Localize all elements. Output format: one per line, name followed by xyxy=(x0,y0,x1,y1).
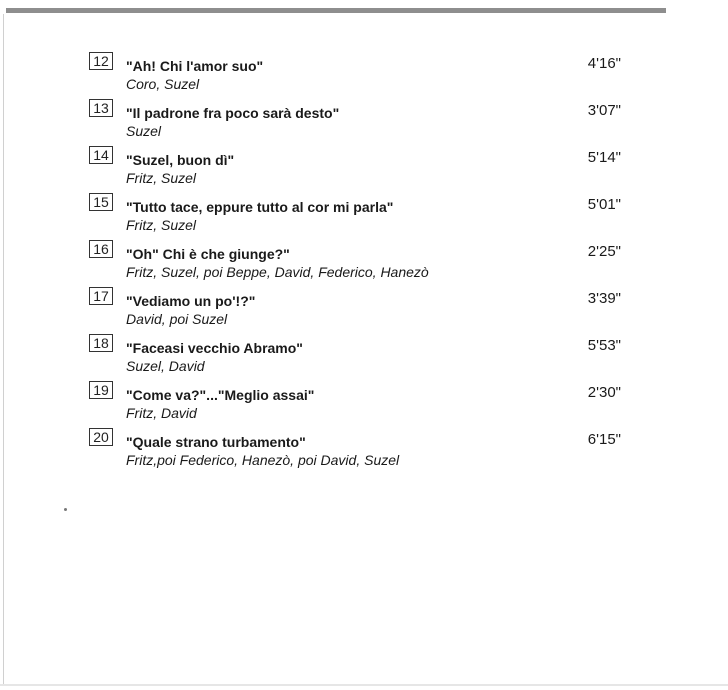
track-performers: Coro, Suzel xyxy=(126,76,200,92)
track-row xyxy=(89,193,629,240)
track-row xyxy=(89,381,629,428)
track-number: 20 xyxy=(89,428,113,446)
track-row xyxy=(89,99,629,146)
track-performers: David, poi Suzel xyxy=(126,311,228,327)
track-number: 12 xyxy=(89,52,113,70)
track-number: 16 xyxy=(89,240,113,258)
track-performers: Fritz, Suzel xyxy=(126,217,197,233)
track-performers: Suzel xyxy=(126,123,162,139)
track-number: 13 xyxy=(89,99,113,117)
track-duration: 5'53" xyxy=(587,337,621,354)
track-title: "Oh" Chi è che giunge?" xyxy=(126,246,290,262)
track-row xyxy=(89,52,629,99)
track-number: 17 xyxy=(89,287,113,305)
track-row xyxy=(89,146,629,193)
margin-mark xyxy=(64,508,67,511)
track-duration: 3'39" xyxy=(587,290,621,307)
track-title: "Suzel, buon dì" xyxy=(126,152,235,168)
track-row xyxy=(89,240,629,287)
track-duration: 2'25" xyxy=(587,243,621,260)
track-number: 18 xyxy=(89,334,113,352)
track-title: "Ah! Chi l'amor suo" xyxy=(126,58,264,74)
track-duration: 5'01" xyxy=(587,196,621,213)
track-duration: 5'14" xyxy=(587,149,621,166)
track-duration: 2'30" xyxy=(587,384,621,401)
track-row xyxy=(89,287,629,334)
track-title: "Faceasi vecchio Abramo" xyxy=(126,340,303,356)
track-number: 14 xyxy=(89,146,113,164)
track-number: 19 xyxy=(89,381,113,399)
track-row xyxy=(89,334,629,381)
track-row xyxy=(89,428,629,475)
track-title: "Quale strano turbamento" xyxy=(126,434,306,450)
track-title: "Vediamo un po'!?" xyxy=(126,293,256,309)
track-performers: Fritz, Suzel xyxy=(126,170,197,186)
track-list xyxy=(89,52,629,475)
track-performers: Fritz, Suzel, poi Beppe, David, Federico, Hanezò xyxy=(126,264,429,280)
track-number: 15 xyxy=(89,193,113,211)
track-performers: Fritz, David xyxy=(126,405,197,421)
track-title: "Tutto tace, eppure tutto al cor mi parla" xyxy=(126,199,394,215)
track-duration: 3'07" xyxy=(587,102,621,119)
track-title: "Come va?"..."Meglio assai" xyxy=(126,387,315,403)
track-performers: Fritz,poi Federico, Hanezò, poi David, Suzel xyxy=(126,452,400,468)
top-rule xyxy=(6,8,666,13)
page-bottom-edge xyxy=(0,684,728,686)
track-duration: 4'16" xyxy=(587,55,621,72)
page-edge xyxy=(3,14,4,684)
track-title: "Il padrone fra poco sarà desto" xyxy=(126,105,340,121)
track-performers: Suzel, David xyxy=(126,358,205,374)
track-duration: 6'15" xyxy=(587,431,621,448)
